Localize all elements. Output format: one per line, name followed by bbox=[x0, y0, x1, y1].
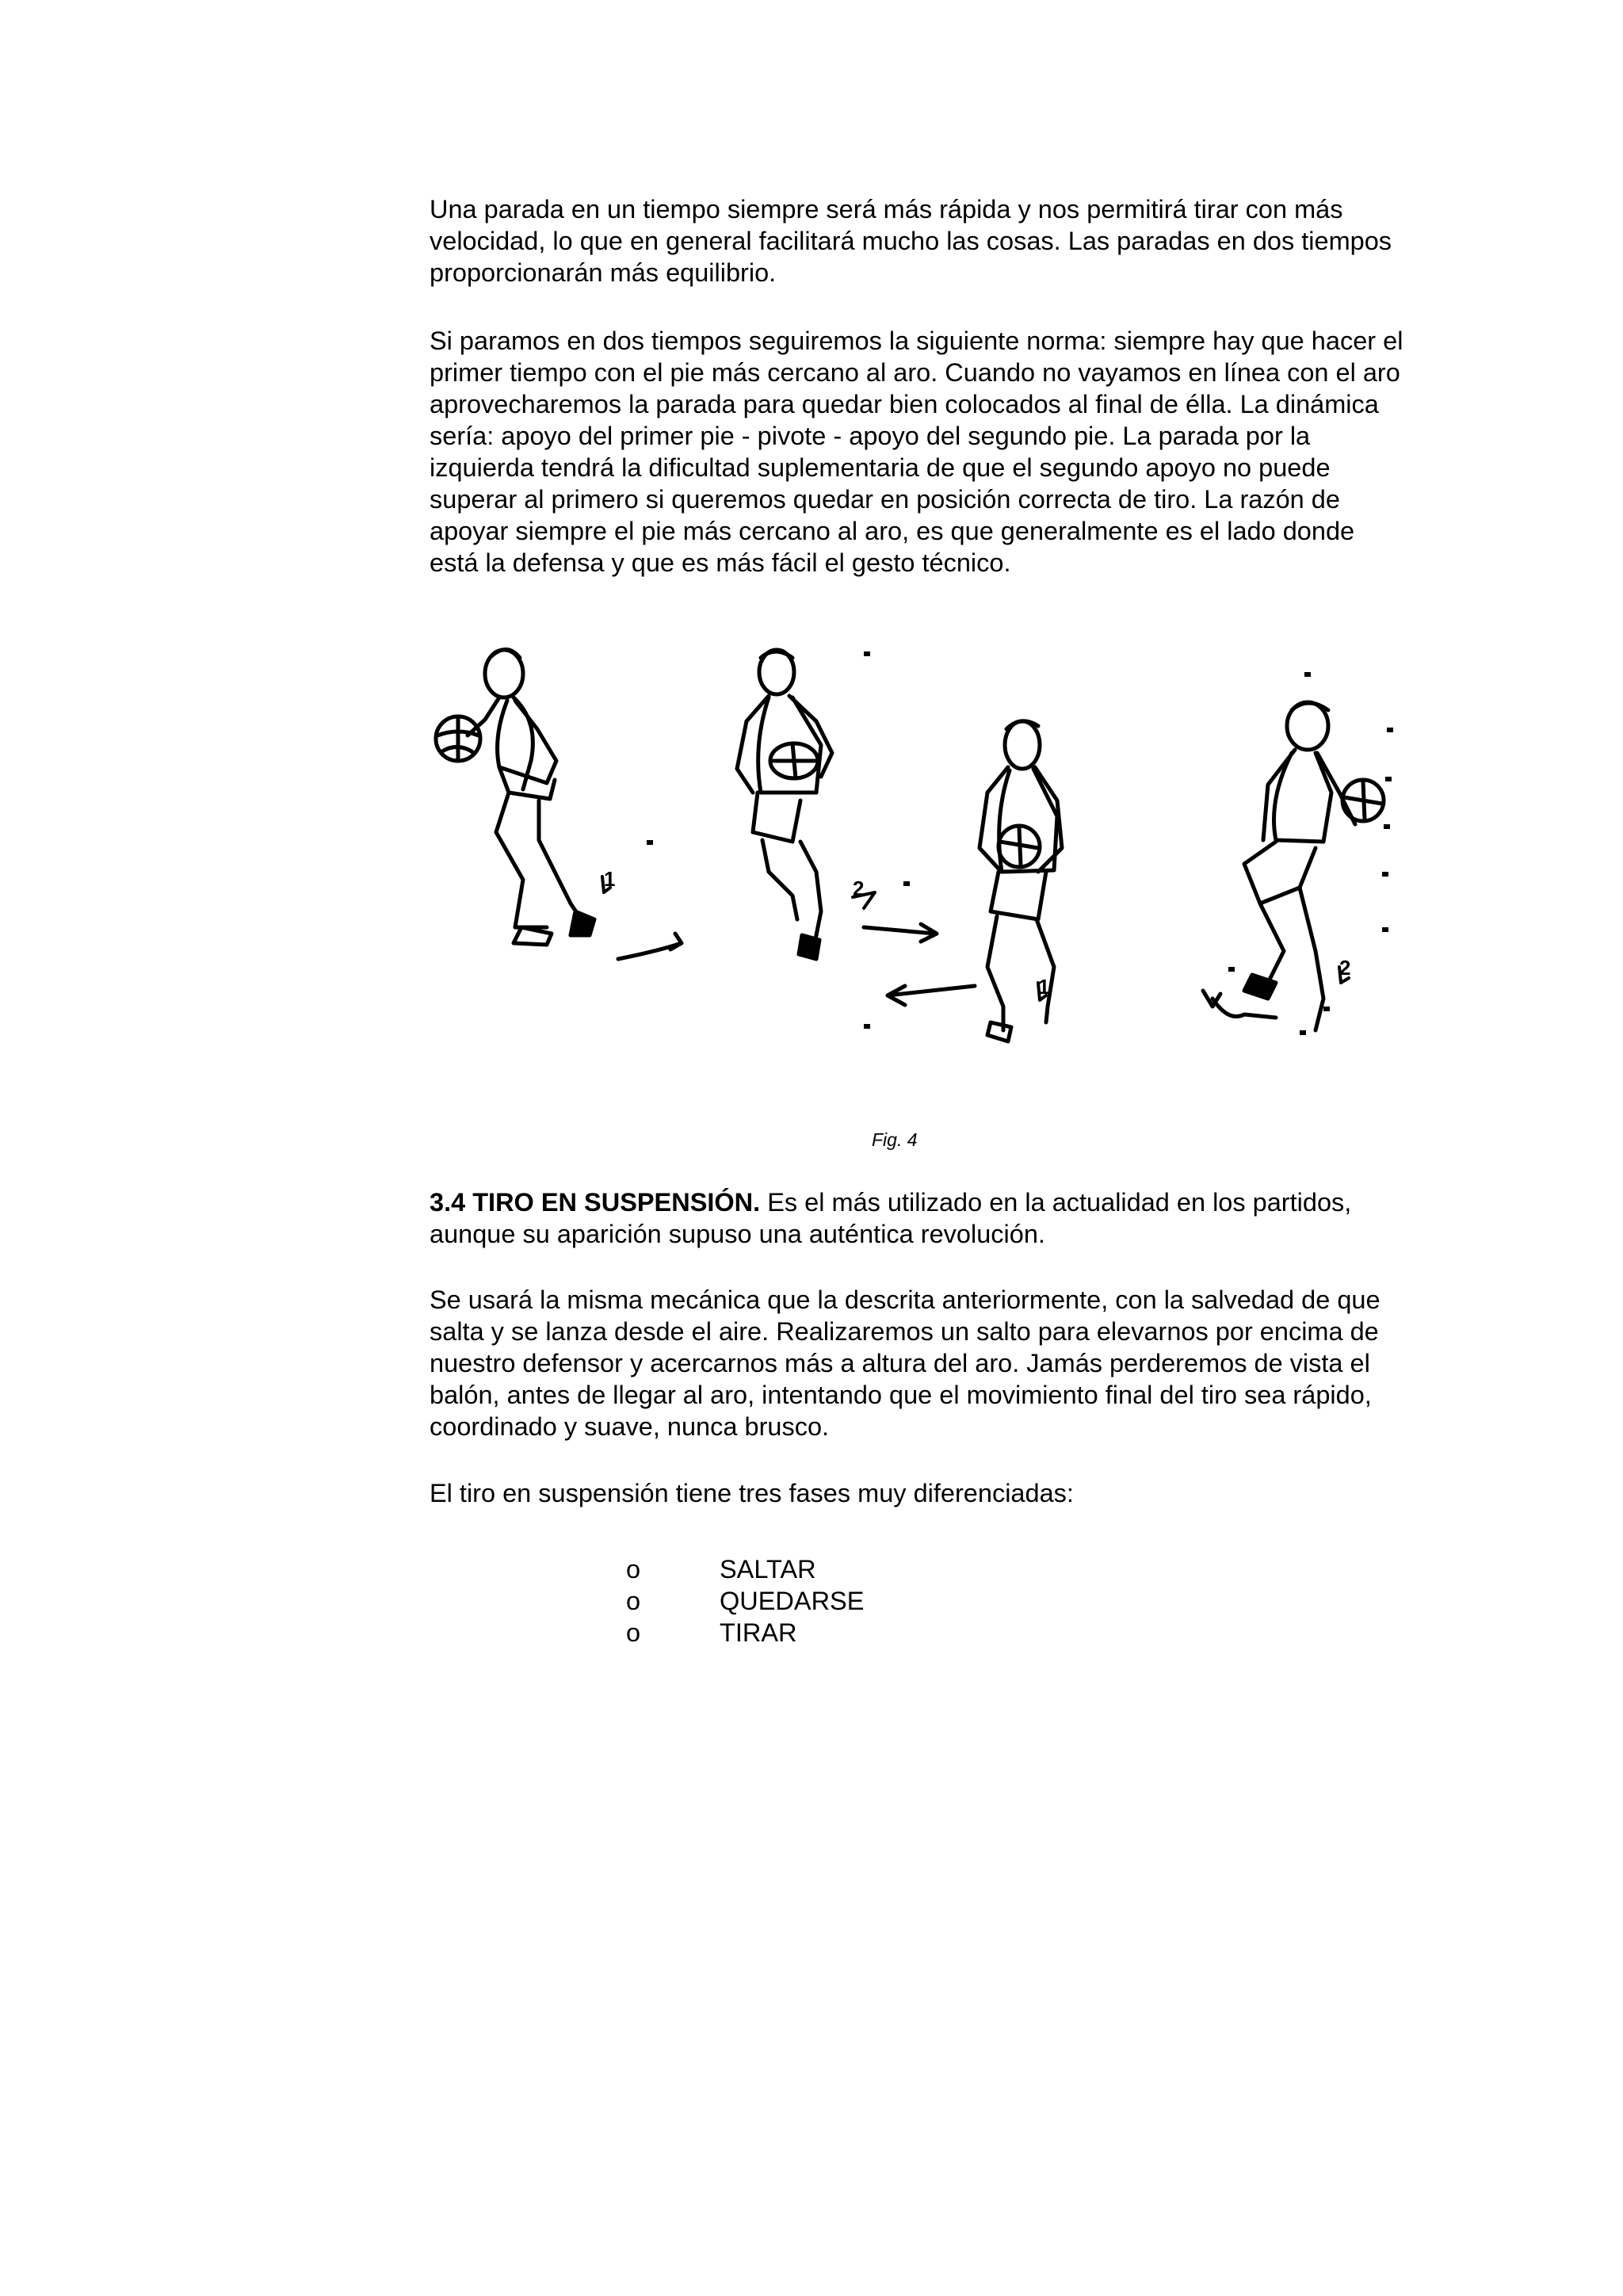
bullet-marker: o bbox=[626, 1587, 641, 1615]
player-figure-1 bbox=[436, 649, 682, 959]
section-intro-text: Es el más utilizado en la actualidad en los partidos, aunque su aparición supuso una auténtica revolución. bbox=[430, 1188, 1352, 1248]
list-item-text: QUEDARSE bbox=[720, 1587, 865, 1615]
list-item-text: TIRAR bbox=[720, 1618, 797, 1647]
section-heading: 3.4 TIRO EN SUSPENSIÓN. bbox=[430, 1188, 761, 1217]
bullet-marker: o bbox=[626, 1618, 641, 1647]
paragraph-jump-shot-mechanics bbox=[430, 1284, 1404, 1442]
list-item-text: SALTAR bbox=[720, 1555, 816, 1584]
phases-list bbox=[626, 1553, 1181, 1648]
paragraph-text: Una parada en un tiempo siempre será más rápida y nos permitirá tirar con más velocidad, lo que en general facilitará mucho las cosas. Las paradas en dos tiempos proporcionarán más equilibrio. bbox=[430, 195, 1392, 287]
paragraph-text: Se usará la misma mecánica que la descrita anteriormente, con la salvedad de que salta y se lanza desde el aire. Realizaremos un salto para elevarnos por encima de nuestro defensor y acercarnos más a altura del aro. Jamás perderemos de vista el balón, antes de llegar al aro, intentando que el movimiento final del tiro sea rápido, coordinado y suave, nunca brusco. bbox=[430, 1286, 1381, 1441]
paragraph-stop-one-time bbox=[430, 193, 1404, 288]
bullet-marker: o bbox=[626, 1555, 641, 1584]
list-item bbox=[626, 1617, 1181, 1648]
figure-basketball-stop-sequence bbox=[420, 634, 1403, 1078]
player-figure-4 bbox=[1203, 702, 1384, 1030]
step-label: 1 bbox=[1038, 975, 1050, 999]
paragraph-text: Si paramos en dos tiempos seguiremos la siguiente norma: siempre hay que hacer el primer tiempo con el pie más cercano al aro. Cuando no vayamos en línea con el aro aprovecharemos la parada para quedar bien colocados al final de élla. La dinámica sería: apoyo del primer pie - pivote - apoyo del segundo pie. La parada por la izquierda tendrá la dificultad suplementaria de que el segundo apoyo no puede superar al primero si queremos quedar en posición correcta de tiro. La razón de apoyar siempre el pie más cercano al aro, es que generalmente es el lado donde está la defensa y que es más fácil el gesto técnico. bbox=[430, 327, 1403, 577]
basketball-players-illustration bbox=[420, 634, 1403, 1078]
list-item bbox=[626, 1585, 1181, 1617]
figure-caption: Fig. 4 bbox=[872, 1129, 918, 1150]
step-label: 2 bbox=[1339, 956, 1351, 980]
player-figure-3 bbox=[888, 721, 1062, 1041]
player-figure-2 bbox=[737, 650, 937, 959]
list-item bbox=[626, 1553, 1181, 1585]
step-label: 2 bbox=[853, 877, 865, 900]
section-paragraph bbox=[430, 1186, 1404, 1250]
paragraph-three-phases bbox=[430, 1477, 1404, 1509]
section-3-4-intro bbox=[430, 1186, 1404, 1250]
paragraph-text: El tiro en suspensión tiene tres fases muy diferenciadas: bbox=[430, 1479, 1074, 1507]
step-label: 1 bbox=[604, 867, 616, 891]
paragraph-stop-two-times bbox=[430, 325, 1404, 579]
